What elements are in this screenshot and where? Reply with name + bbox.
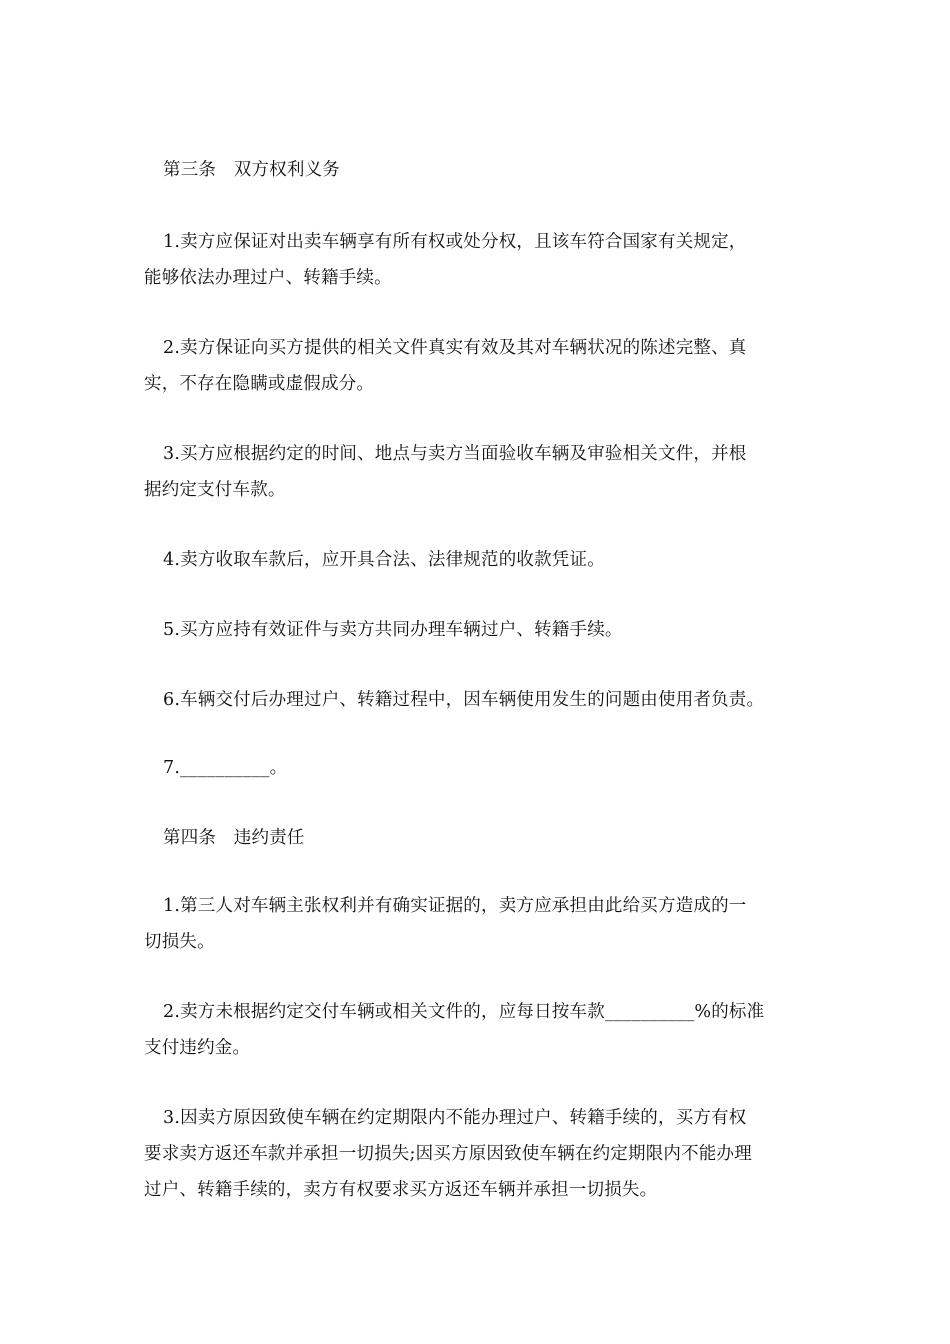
section3-item3-line1: 3.买方应根据约定的时间、地点与卖方当面验收车辆及审验相关文件，并根 <box>163 444 747 464</box>
section3-item5: 5.买方应持有效证件与卖方共同办理车辆过户、转籍手续。 <box>163 620 623 640</box>
section3-item7: 7.__________。 <box>163 758 288 778</box>
section3-heading: 第三条 双方权利义务 <box>163 160 340 180</box>
section4-item2-line1: 2.卖方未根据约定交付车辆或相关文件的，应每日按车款__________%的标准 <box>163 1002 765 1022</box>
section3-item2-line1: 2.卖方保证向买方提供的相关文件真实有效及其对车辆状况的陈述完整、真 <box>163 338 747 358</box>
section3-item1-line1: 1.卖方应保证对出卖车辆享有所有权或处分权，且该车符合国家有关规定， <box>163 232 747 252</box>
section3-item1-line2: 能够依法办理过户、转籍手续。 <box>144 268 392 288</box>
section3-item6: 6.车辆交付后办理过户、转籍过程中，因车辆使用发生的问题由使用者负责。 <box>163 690 765 710</box>
section4-heading: 第四条 违约责任 <box>163 828 305 848</box>
section4-item3-line3: 过户、转籍手续的，卖方有权要求买方返还车辆并承担一切损失。 <box>144 1180 658 1200</box>
section4-item1-line2: 切损失。 <box>144 932 215 952</box>
section3-item3-line2: 据约定支付车款。 <box>144 480 286 500</box>
section3-item4: 4.卖方收取车款后，应开具合法、法律规范的收款凭证。 <box>163 550 605 570</box>
section4-item3-line2: 要求卖方返还车款并承担一切损失;因买方原因致使车辆在约定期限内不能办理 <box>144 1144 752 1164</box>
section3-item2-line2: 实，不存在隐瞒或虚假成分。 <box>144 374 375 394</box>
section4-item1-line1: 1.第三人对车辆主张权利并有确实证据的，卖方应承担由此给买方造成的一 <box>163 896 747 916</box>
section4-item3-line1: 3.因卖方原因致使车辆在约定期限内不能办理过户、转籍手续的，买方有权 <box>163 1108 747 1128</box>
section4-item2-line2: 支付违约金。 <box>144 1038 251 1058</box>
